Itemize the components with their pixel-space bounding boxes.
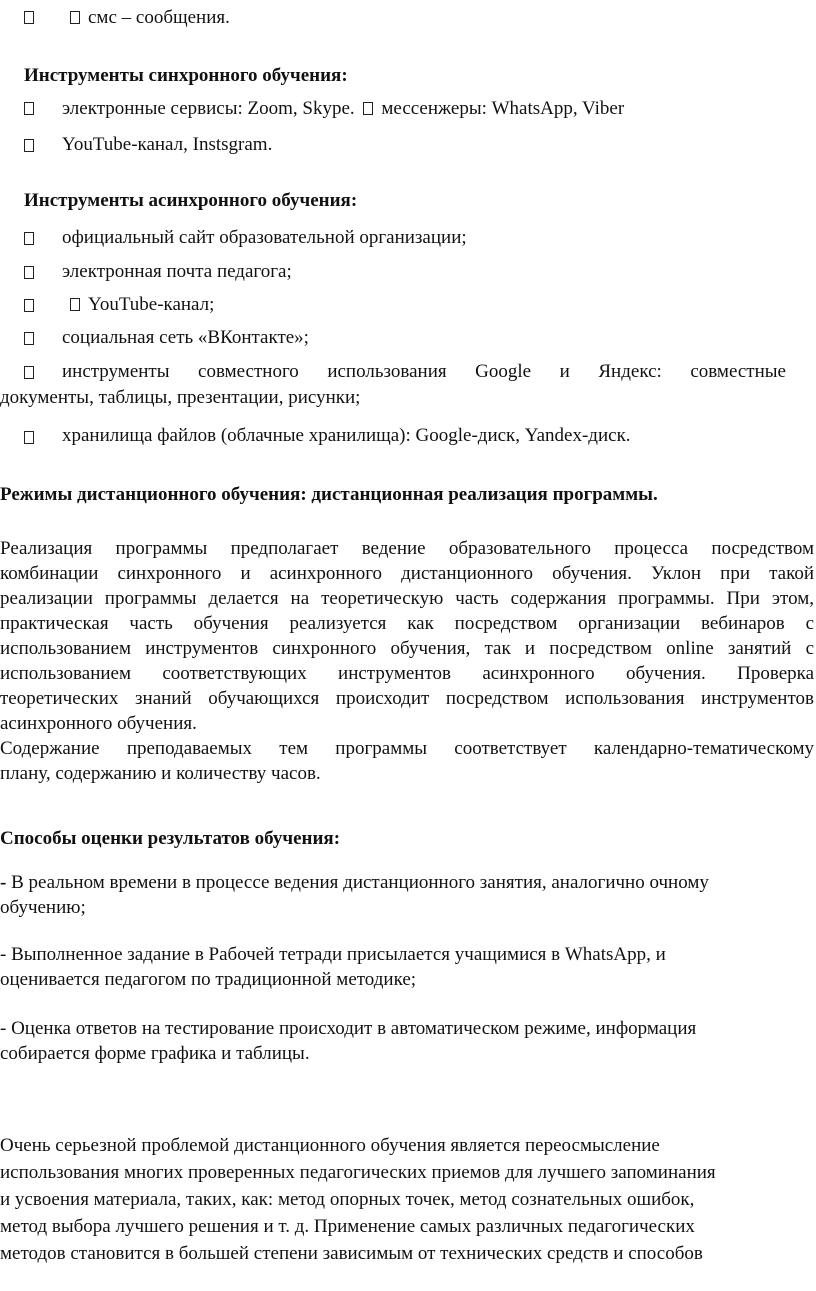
word: совместного [198,361,299,382]
paragraph-line: и усвоения материала, таких, как: метод опорных точек, метод сознательных ошибок, [0,1189,695,1210]
assessment-heading: Способы оценки результатов обучения: [0,828,341,849]
paragraph-line: Очень серьезной проблемой дистанционного обучения является переосмысление [0,1135,660,1156]
async-storage: хранилища файлов (облачные хранилища): Google-диск, Yandex-диск. [62,425,631,446]
assessment-item-1-line-2: обучению; [0,897,86,918]
closing-paragraph [0,1132,814,1267]
word: использования [327,361,447,382]
word: и [559,361,570,382]
paragraph-line: комбинации синхронного и асинхронного дистанционного обучения. Уклон при такой [0,563,814,584]
bullet-box-icon [24,431,34,444]
paragraph-line: использования многих проверенных педагогических приемов для лучшего запоминания [0,1162,716,1183]
async-item-3-text: YouTube-канал; [88,294,215,315]
paragraph-line: использованием инструментов синхронного обучения, так и посредством online занятий с [0,638,814,659]
paragraph-line: практическая часть обучения реализуется как посредством организации вебинаров с [0,613,814,634]
async-item-2: электронная почта педагога; [62,261,292,282]
bullet-box-icon [24,366,34,379]
paragraph-line: методов становится в большей степени зависимым от технических средств и способов [0,1243,703,1264]
assessment-item-2-line-2: оценивается педагогом по традиционной методике; [0,969,417,990]
paragraph-line: Содержание преподаваемых тем программы соответствует календарно-тематическому [0,738,814,759]
paragraph-line: теоретических знаний обучающихся происходит посредством использования инструментов [0,688,814,709]
assessment-item-3-line-1: - Оценка ответов на тестирование происходит в автоматическом режиме, информация [0,1018,697,1039]
paragraph-line: использованием соответствующих инструментов асинхронного обучения. Проверка [0,663,814,684]
sms-line-text: смс – сообщения. [88,7,230,28]
bullet-box-icon [24,299,34,312]
sync-item-1 [62,97,624,121]
assessment-item-2-line-1: - Выполненное задание в Рабочей тетради присылается учащимися в WhatsApp, и [0,944,666,965]
sync-item-1a: электронные сервисы: Zoom, Skype. [62,98,355,119]
word: Google [475,361,532,382]
sync-heading: Инструменты синхронного обучения: [24,65,348,86]
async-item-3 [70,293,214,317]
bullet-box-icon [24,11,34,24]
bullet-box-icon [363,102,373,115]
bullet-box-icon [24,266,34,279]
bullet-box-icon [24,332,34,345]
async-item-4: социальная сеть «ВКонтакте»; [62,327,309,348]
bullet-box-icon [24,232,34,245]
assessment-item-1-text: В реальном времени в процессе ведения дистанционного занятия, аналогично очному [6,872,709,893]
sync-item-1b: мессенжеры: WhatsApp, Viber [381,98,625,119]
async-google-line-2: документы, таблицы, презентации, рисунки; [0,387,361,408]
async-item-1: официальный сайт образовательной организации; [62,227,467,248]
word: совместные [690,361,786,382]
paragraph-line: Реализация программы предполагает ведение образовательного процесса посредством [0,538,814,559]
bullet-box-icon [70,11,80,24]
paragraph-line: реализации программы делается на теоретическую часть содержания программы. При этом, [0,588,814,609]
assessment-item-2 [0,942,814,992]
word: Яндекс: [598,361,662,382]
bullet-box-icon [24,139,34,152]
paragraph-line: метод выбора лучшего решения и т. д. Применение самых различных педагогических [0,1216,695,1237]
assessment-item-1-line-1 [0,870,814,895]
sync-item-2: YouTube-канал, Instsgram. [62,134,273,155]
modes-heading: Режимы дистанционного обучения: дистанционная реализация программы. [0,484,658,505]
dash: - [0,872,7,893]
bullet-box-icon [24,102,34,115]
assessment-item-3 [0,1016,814,1066]
implementation-paragraph [0,536,814,786]
assessment-item-3-line-2: собирается форме графика и таблицы. [0,1043,310,1064]
bullet-box-icon [70,298,80,311]
async-google-line-1 [62,360,786,384]
sms-line [70,6,230,30]
assessment-item-1 [0,870,814,920]
paragraph-line: асинхронного обучения. [0,713,197,734]
async-heading: Инструменты асинхронного обучения: [24,190,358,211]
word: инструменты [62,361,170,382]
paragraph-line: плану, содержанию и количеству часов. [0,763,321,784]
